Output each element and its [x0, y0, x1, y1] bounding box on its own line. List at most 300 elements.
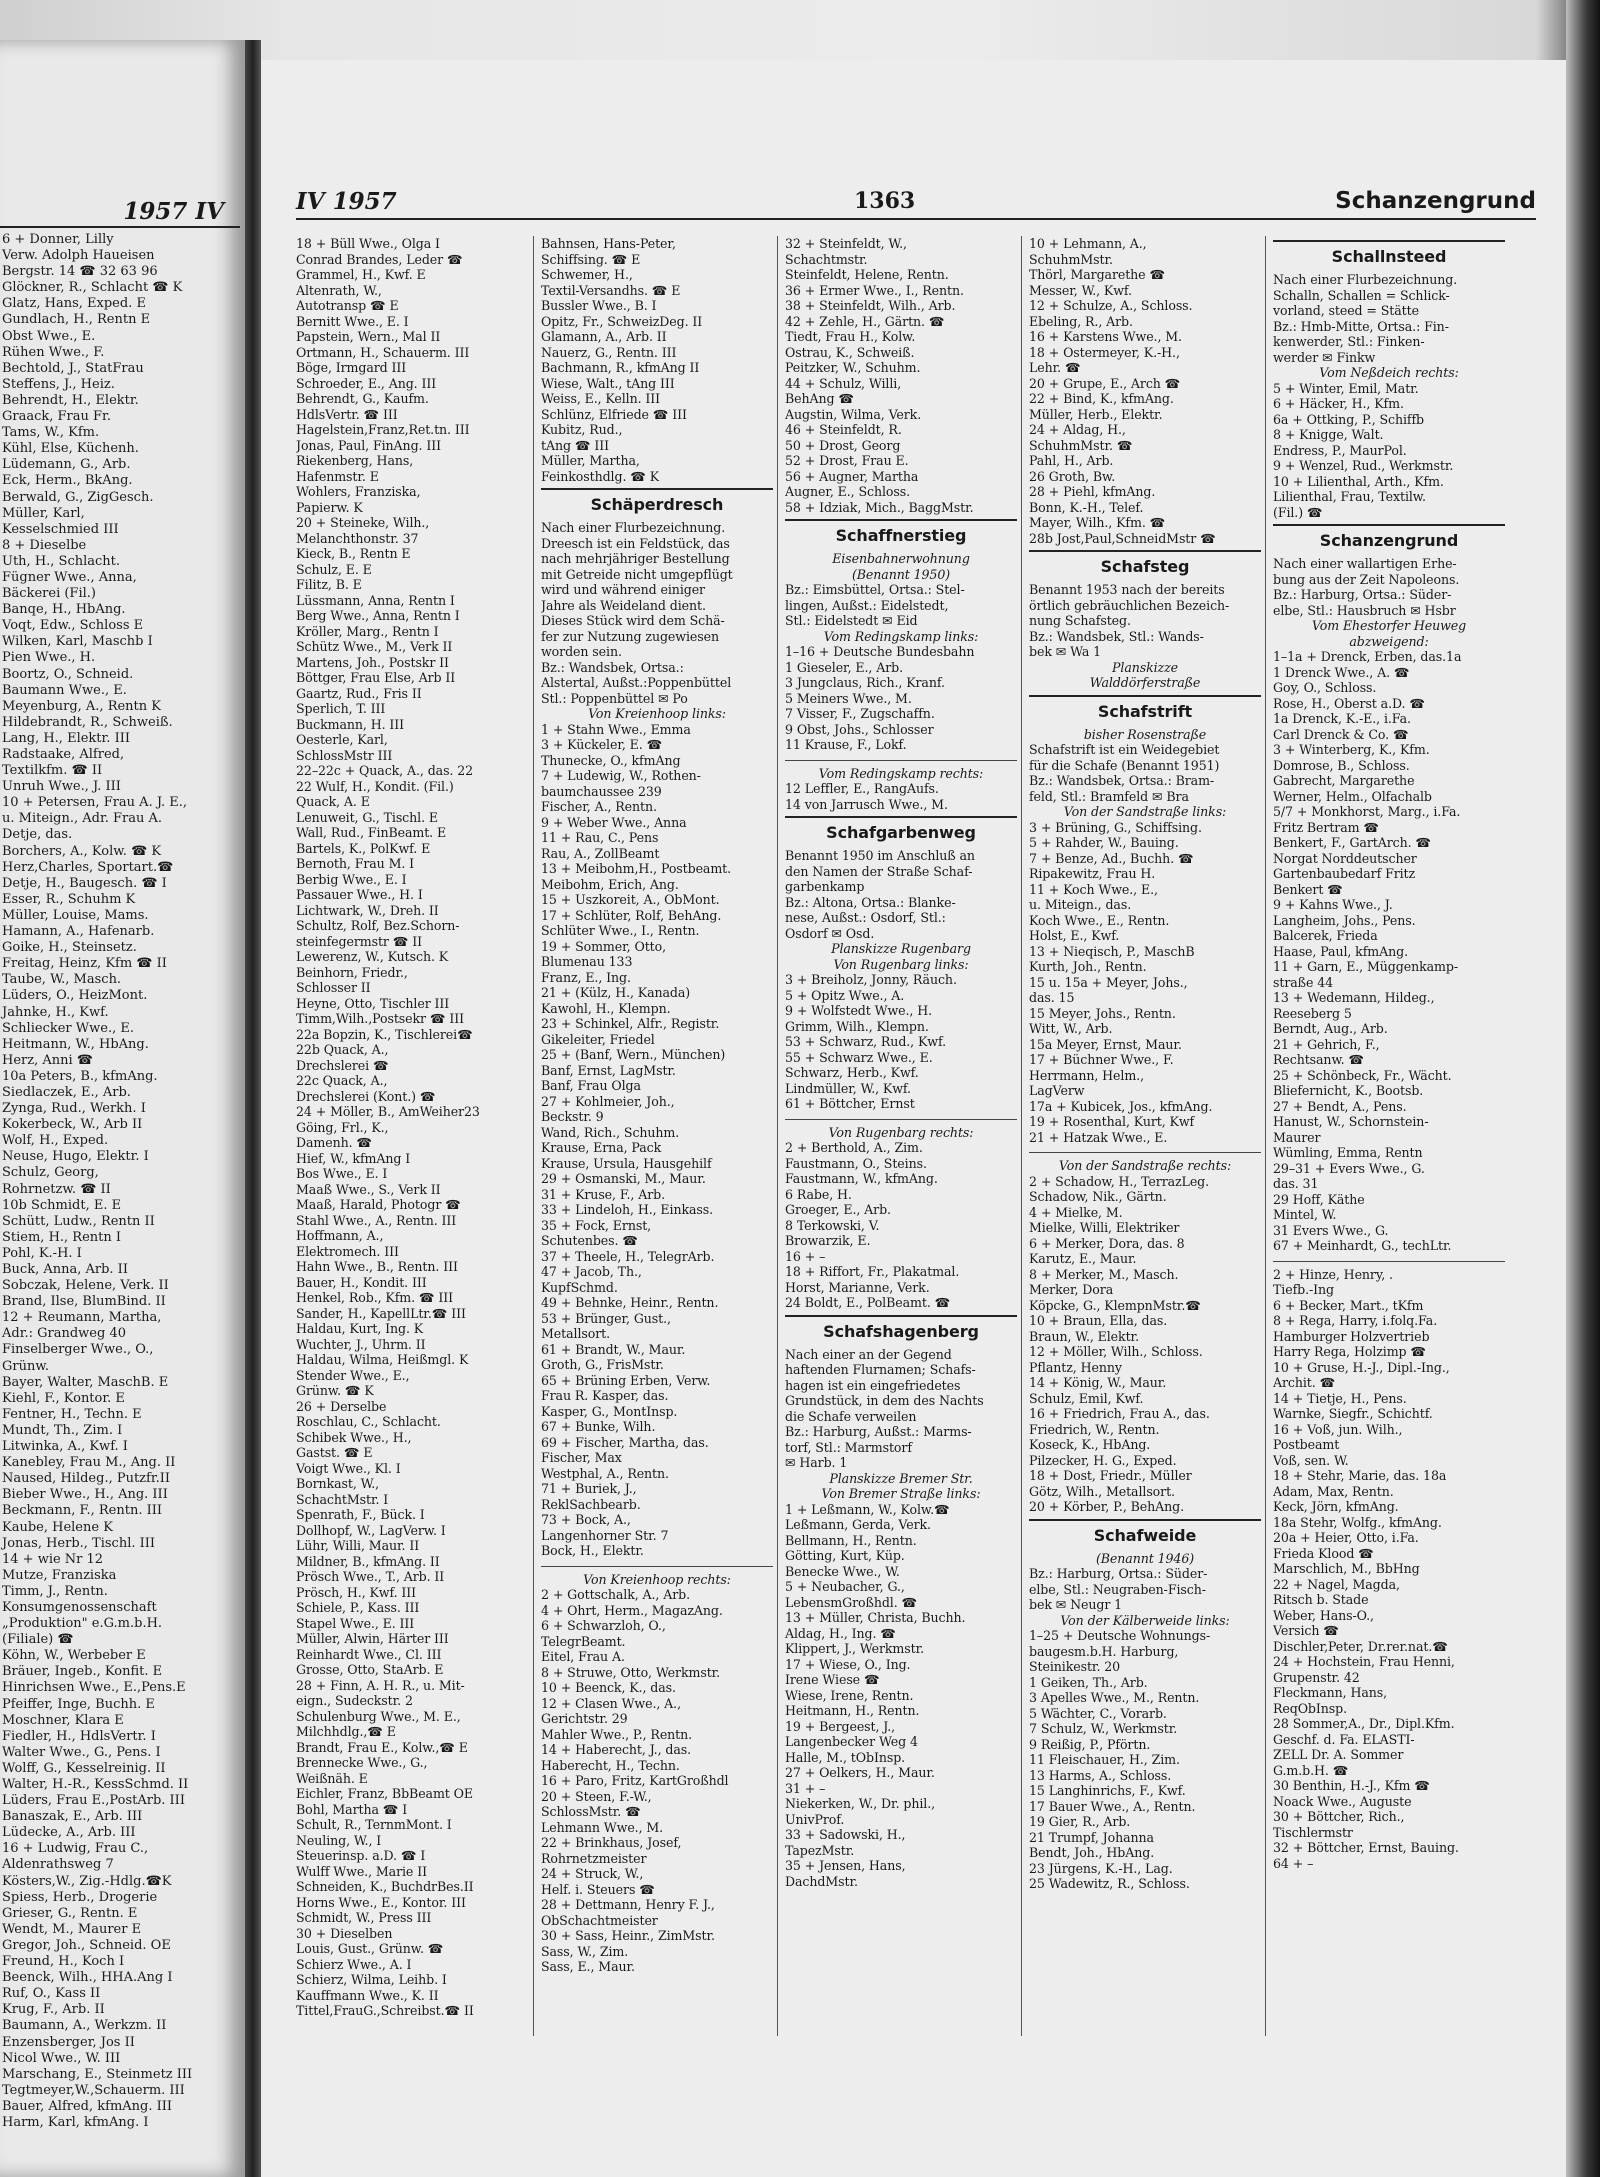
- directory-entry: Rohrnetzw. ☎ II: [2, 1181, 111, 1197]
- directory-entry: Kasper, G., MontInsp.: [541, 1403, 678, 1419]
- directory-entry: fer zur Nutzung zugewiesen: [541, 628, 719, 644]
- section-note: Von Rugenbarg links:: [833, 956, 969, 972]
- directory-entry: Goy, O., Schloss.: [1273, 680, 1377, 695]
- directory-entry: Lichtwark, W., Dreh. II: [296, 902, 439, 918]
- directory-entry: baumchaussee 239: [541, 783, 662, 799]
- section-divider: [1273, 1254, 1505, 1262]
- directory-entry: Meibohm, Erich, Ang.: [541, 876, 679, 892]
- directory-entry: 10 + Lilienthal, Arth., Kfm.: [1273, 473, 1444, 489]
- directory-entry: Krause, Ursula, Hausgehilf: [541, 1155, 712, 1171]
- directory-entry: 18 + Büll Wwe., Olga I: [296, 236, 440, 251]
- directory-entry: Weiss, E., Kelln. III: [541, 391, 661, 406]
- directory-entry: Neuling, W., I: [296, 1832, 382, 1848]
- directory-entry: 73 + Bock, A.,: [541, 1512, 631, 1527]
- directory-entry: elbe, Stl.: Hausbruch ✉ Hsbr: [1273, 602, 1456, 618]
- directory-entry: Mielke, Willi, Elektriker: [1029, 1220, 1180, 1235]
- directory-entry: Boortz, O., Schneid.: [2, 666, 134, 682]
- directory-entry: Frau R. Kasper, das.: [541, 1388, 669, 1403]
- directory-entry: 3 + Kückeler, E. ☎: [541, 737, 663, 752]
- directory-column: [1273, 236, 1505, 1871]
- directory-entry: 6a + Ottking, P., Schiffb: [1273, 411, 1424, 427]
- directory-entry: ReqObInsp.: [1273, 1700, 1347, 1716]
- directory-entry: Bornkast, W.,: [296, 1476, 380, 1491]
- directory-entry: Gaartz, Rud., Fris II: [296, 685, 422, 701]
- directory-entry: 27 + Kohlmeier, Joh.,: [541, 1093, 675, 1109]
- directory-entry: das. 15: [1029, 990, 1075, 1005]
- directory-entry: Karutz, E., Maur.: [1029, 1251, 1137, 1266]
- directory-entry: Steuerinsp. a.D. ☎ I: [296, 1848, 426, 1863]
- directory-entry: Jahnke, H., Kwf.: [2, 1004, 109, 1020]
- directory-entry: Schiffsing. ☎ E: [541, 251, 641, 267]
- directory-entry: 28b Jost,Paul,SchneidMstr ☎: [1029, 530, 1216, 546]
- directory-entry: 32 + Böttcher, Ernst, Bauing.: [1273, 1840, 1459, 1855]
- directory-entry: 28 + Finn, A. H. R., u. Mit-: [296, 1677, 465, 1693]
- directory-entry: 10 + Lehmann, A.,: [1029, 236, 1147, 251]
- directory-entry: den Namen der Straße Schaf-: [785, 863, 973, 879]
- directory-entry: Hagelstein,Franz,Ret.tn. III: [296, 422, 470, 437]
- directory-entry: Adam, Max, Rentn.: [1273, 1483, 1394, 1499]
- directory-entry: Böge, Irmgard III: [296, 360, 407, 375]
- directory-entry: Bartels, K., PolKwf. E: [296, 840, 431, 856]
- directory-entry: Heitmann, H., Rentn.: [785, 1703, 920, 1718]
- directory-entry: 7 + Ludewig, W., Rothen-: [541, 768, 701, 783]
- directory-entry: 1–16 + Deutsche Bundesbahn: [785, 644, 975, 659]
- column-divider: [1021, 236, 1022, 2036]
- directory-entry: Melanchthonstr. 37: [296, 530, 419, 546]
- directory-entry: baugesm.b.H. Harburg,: [1029, 1643, 1179, 1659]
- directory-entry: Bz.: Wandsbek, Stl.: Wands-: [1029, 628, 1204, 644]
- directory-entry: 5 + Rahder, W., Bauing.: [1029, 835, 1179, 850]
- directory-entry: Geschf. d. Fa. ELASTI-: [1273, 1731, 1415, 1747]
- directory-entry: 5 + Opitz Wwe., A.: [785, 987, 905, 1003]
- directory-entry: 3 + Winterberg, K., Kfm.: [1273, 742, 1430, 757]
- directory-entry: 6 + Schwarzloh, O.,: [541, 1618, 666, 1633]
- directory-entry: Schachtmstr.: [785, 251, 868, 267]
- directory-entry: Osdorf ✉ Osd.: [785, 925, 875, 941]
- scan-edge-shadow: [1566, 0, 1600, 2177]
- directory-entry: Friedrich, W., Rentn.: [1029, 1421, 1160, 1437]
- directory-entry: 15 Meyer, Johs., Rentn.: [1029, 1005, 1176, 1021]
- directory-entry: Jonas, Paul, FinAng. III: [296, 437, 441, 453]
- right-page: [261, 60, 1566, 2177]
- directory-entry: 1 Drenck Wwe., A. ☎: [1273, 664, 1410, 680]
- directory-entry: 17a + Kubicek, Jos., kfmAng.: [1029, 1098, 1213, 1114]
- directory-entry: Altenrath, W.,: [296, 282, 382, 298]
- directory-entry: Fleckmann, Hans,: [1273, 1685, 1388, 1700]
- directory-entry: Berndt, Aug., Arb.: [1273, 1021, 1388, 1036]
- directory-entry: Bräuer, Ingeb., Konfit. E: [2, 1664, 163, 1680]
- directory-entry: u. Miteign., Adr. Frau A.: [2, 811, 163, 827]
- directory-entry: 5/7 + Monkhorst, Marg., i.Fa.: [1273, 804, 1461, 819]
- directory-entry: 30 Benthin, H.-J., Kfm ☎: [1273, 1778, 1430, 1793]
- directory-entry: Müller, Karl,: [2, 505, 85, 521]
- section-note: Von der Sandstraße rechts:: [1058, 1158, 1232, 1173]
- directory-entry: vorland, steed = Stätte: [1273, 303, 1419, 318]
- directory-entry: Harm, Karl, kfmAng. I: [2, 2114, 149, 2130]
- directory-entry: Keck, Jörn, kfmAng.: [1273, 1499, 1399, 1514]
- directory-entry: 22 + Brinkhaus, Josef,: [541, 1835, 682, 1850]
- directory-entry: Aldenrathsweg 7: [2, 1857, 114, 1873]
- directory-entry: LebensmGroßhdl. ☎: [785, 1594, 918, 1610]
- directory-entry: Ruf, O., Kass II: [2, 1986, 101, 2002]
- directory-entry: Archit. ☎: [1273, 1375, 1336, 1390]
- directory-entry: Gabrecht, Margarethe: [1273, 773, 1415, 788]
- directory-entry: 30 + Böttcher, Rich.,: [1273, 1809, 1405, 1824]
- directory-entry: Gerichtstr. 29: [541, 1711, 628, 1726]
- directory-entry: Göing, Frl., K.,: [296, 1119, 389, 1135]
- directory-entry: Metallsort.: [541, 1326, 611, 1341]
- directory-entry: Banf, Ernst, LagMstr.: [541, 1062, 676, 1078]
- directory-entry: Bz.: Harburg, Ortsa.: Süder-: [1029, 1566, 1208, 1581]
- directory-entry: Irene Wiese ☎: [785, 1672, 880, 1687]
- directory-entry: Martens, Joh., Postskr II: [296, 654, 449, 670]
- left-page: [0, 40, 245, 2177]
- directory-entry: Weißnäh. E: [296, 1770, 368, 1786]
- directory-entry: Milchhdlg.,☎ E: [296, 1724, 396, 1739]
- directory-entry: 36 + Ermer Wwe., I., Rentn.: [785, 282, 964, 298]
- directory-column: [541, 236, 773, 1975]
- directory-entry: elbe, Stl.: Neugraben-Fisch-: [1029, 1581, 1206, 1597]
- directory-entry: ✉ Harb. 1: [785, 1455, 848, 1470]
- directory-entry: lingen, Außst.: Eidelstedt,: [785, 597, 949, 613]
- directory-entry: Drechslerei ☎: [296, 1057, 389, 1073]
- directory-entry: Benkert ☎: [1273, 881, 1343, 897]
- directory-entry: Langenhorner Str. 7: [541, 1527, 669, 1543]
- directory-entry: Mintel, W.: [1273, 1207, 1337, 1222]
- directory-entry: 53 + Schwarz, Rud., Kwf.: [785, 1034, 946, 1049]
- directory-entry: Stahl Wwe., A., Rentn. III: [296, 1212, 457, 1228]
- directory-entry: SchachtMstr. I: [296, 1491, 389, 1507]
- left-page-header: [0, 198, 240, 228]
- directory-entry: Enzensberger, Jos II: [2, 2034, 135, 2050]
- directory-entry: 14 + Tietje, H., Pens.: [1273, 1390, 1407, 1406]
- directory-entry: das. 31: [1273, 1176, 1319, 1191]
- directory-entry: Kurth, Joh., Rentn.: [1029, 959, 1147, 974]
- directory-entry: Grammel, H., Kwf. E: [296, 267, 426, 282]
- directory-entry: Bergstr. 14 ☎ 32 63 96: [2, 264, 158, 280]
- directory-entry: 13 + Meibohm,H., Postbeamt.: [541, 861, 732, 876]
- directory-entry: Freund, H., Koch I: [2, 1954, 125, 1970]
- directory-entry: 10 + Gruse, H.-J., Dipl.-Ing.,: [1273, 1359, 1450, 1375]
- directory-entry: Pflantz, Henny: [1029, 1359, 1122, 1375]
- directory-entry: Kühl, Else, Küchenh.: [2, 441, 139, 457]
- directory-entry: 26 Groth, Bw.: [1029, 468, 1116, 484]
- directory-entry: 11 Fleischauer, H., Zim.: [1029, 1752, 1180, 1767]
- directory-entry: Schafstrift ist ein Weidegebiet: [1029, 742, 1220, 757]
- directory-entry: Uth, H., Schlacht.: [2, 553, 121, 569]
- directory-entry: 28 + Dettmann, Henry F. J.,: [541, 1897, 715, 1912]
- directory-entry: Rechtsanw. ☎: [1273, 1052, 1365, 1067]
- directory-entry: Riekenberg, Hans,: [296, 453, 414, 468]
- directory-entry: Benannt 1950 im Anschluß an: [785, 848, 975, 863]
- directory-entry: Bohl, Martha ☎ I: [296, 1801, 408, 1817]
- directory-entry: 19 + Rosenthal, Kurt, Kwf: [1029, 1114, 1195, 1129]
- directory-entry: Oesterle, Karl,: [296, 732, 388, 747]
- directory-entry: Wendt, M., Maurer E: [2, 1921, 142, 1937]
- directory-entry: Louis, Gust., Grünw. ☎: [296, 1941, 444, 1956]
- directory-entry: Mutze, Franziska: [2, 1567, 117, 1583]
- directory-entry: Kieck, B., Rentn E: [296, 546, 411, 561]
- directory-entry: 22a Bopzin, K., Tischlerei☎: [296, 1026, 473, 1042]
- directory-entry: Postbeamt: [1273, 1437, 1340, 1452]
- directory-entry: Horst, Marianne, Verk.: [785, 1279, 930, 1295]
- directory-entry: Behrendt, G., Kaufm.: [296, 391, 429, 406]
- directory-entry: 28 Sommer,A., Dr., Dipl.Kfm.: [1273, 1716, 1455, 1731]
- directory-entry: 3 Apelles Wwe., M., Rentn.: [1029, 1690, 1200, 1705]
- directory-entry: Spiess, Herb., Drogerie: [2, 1889, 158, 1905]
- directory-entry: Wolff, G., Kesselreinig. II: [2, 1760, 166, 1776]
- directory-entry: Prösch, H., Kwf. III: [296, 1584, 417, 1600]
- directory-entry: 56 + Augner, Martha: [785, 468, 919, 484]
- directory-entry: Fentner, H., Techn. E: [2, 1406, 142, 1422]
- directory-entry: 3 + Brüning, G., Schiffsing.: [1029, 819, 1202, 835]
- directory-entry: 24 + Aldag, H.,: [1029, 422, 1126, 437]
- left-page-listing: [0, 232, 242, 2131]
- directory-entry: Walter Wwe., G., Pens. I: [2, 1744, 161, 1760]
- directory-entry: 8 + Knigge, Walt.: [1273, 427, 1384, 442]
- section-note: Walddörferstraße: [1089, 675, 1201, 690]
- directory-entry: 10 + Petersen, Frau A. J. E.,: [2, 795, 188, 811]
- directory-entry: Schiele, P., Kass. III: [296, 1600, 420, 1615]
- directory-entry: 4 + Ohrt, Herm., MagazAng.: [541, 1602, 723, 1618]
- directory-entry: Glatz, Hans, Exped. E: [2, 296, 146, 312]
- directory-entry: 13 + Müller, Christa, Buchh.: [785, 1610, 966, 1625]
- directory-entry: Schütz Wwe., M., Verk II: [296, 639, 453, 654]
- directory-entry: 20 + Körber, P., BehAng.: [1029, 1499, 1185, 1514]
- directory-entry: 49 + Behnke, Heinr., Rentn.: [541, 1295, 719, 1310]
- directory-entry: Balcerek, Frieda: [1273, 928, 1378, 943]
- directory-entry: tAng ☎ III: [541, 437, 609, 453]
- directory-entry: Weber, Hans-O.,: [1273, 1607, 1374, 1623]
- directory-entry: 22 Wulf, H., Kondit. (Fil.): [296, 778, 454, 794]
- directory-entry: ObSchachtmeister: [541, 1912, 658, 1928]
- directory-entry: Rau, A., ZollBeamt: [541, 845, 660, 861]
- directory-entry: 10a Peters, B., kfmAng.: [2, 1068, 158, 1084]
- directory-entry: Blumenau 133: [541, 954, 633, 969]
- directory-entry: Moschner, Klara E: [2, 1712, 124, 1728]
- directory-entry: Bechtold, J., StatFrau: [2, 360, 144, 376]
- directory-entry: 29 + Osmanski, M., Maur.: [541, 1171, 706, 1186]
- directory-entry: Passauer Wwe., H. I: [296, 887, 423, 902]
- directory-entry: 61 + Böttcher, Ernst: [785, 1096, 915, 1111]
- directory-entry: Hamann, A., Hafenarb.: [2, 924, 155, 940]
- directory-entry: Maaß, Harald, Photogr ☎: [296, 1197, 461, 1212]
- street-heading: Schäperdresch: [541, 488, 773, 517]
- directory-entry: 17 + Schlüter, Rolf, BehAng.: [541, 907, 722, 923]
- directory-entry: Brennecke Wwe., G.,: [296, 1755, 428, 1770]
- directory-column: [785, 236, 1017, 1889]
- directory-entry: Gundlach, H., Rentn E: [2, 312, 151, 328]
- directory-entry: Schulz, Georg,: [2, 1165, 99, 1181]
- directory-entry: Konsumgenossenschaft: [2, 1599, 157, 1615]
- directory-entry: Augner, E., Schloss.: [785, 484, 911, 499]
- directory-entry: 11 Krause, F., Lokf.: [785, 737, 907, 752]
- directory-entry: 27 + Oelkers, H., Maur.: [785, 1765, 935, 1780]
- directory-entry: Kubitz, Rud.,: [541, 422, 623, 437]
- directory-entry: Grosse, Otto, StaArb. E: [296, 1662, 444, 1677]
- directory-entry: 22 + Nagel, Magda,: [1273, 1576, 1400, 1592]
- directory-entry: Voigt Wwe., Kl. I: [296, 1460, 401, 1476]
- directory-entry: Bz.: Harburg, Außst.: Marms-: [785, 1424, 972, 1439]
- directory-entry: Benkert, F., GartArch. ☎: [1273, 835, 1431, 850]
- directory-entry: Grünw. ☎ K: [296, 1383, 374, 1398]
- directory-entry: Baumann Wwe., E.: [2, 682, 127, 698]
- directory-entry: worden sein.: [541, 644, 622, 659]
- directory-entry: 19 + Bergeest, J.,: [785, 1718, 896, 1734]
- directory-entry: Jonas, Herb., Tischl. III: [2, 1535, 156, 1551]
- directory-entry: 10 + Braun, Ella, das.: [1029, 1313, 1168, 1328]
- directory-entry: Lehmann Wwe., M.: [541, 1819, 664, 1835]
- directory-entry: 5 Meiners Wwe., M.: [785, 690, 912, 706]
- directory-entry: Haberecht, H., Techn.: [541, 1757, 680, 1773]
- directory-entry: 16 + Friedrich, Frau A., das.: [1029, 1406, 1210, 1421]
- directory-entry: 21 + Gehrich, F.,: [1273, 1036, 1380, 1052]
- directory-entry: 52 + Drost, Frau E.: [785, 453, 909, 468]
- directory-entry: Bz.: Wandsbek, Ortsa.:: [541, 659, 684, 675]
- directory-entry: Mayer, Wilh., Kfm. ☎: [1029, 515, 1166, 530]
- directory-entry: 16 + Karstens Wwe., M.: [1029, 329, 1182, 344]
- directory-entry: Schalln, Schallen = Schlick-: [1273, 287, 1450, 303]
- directory-entry: Berg Wwe., Anna, Rentn I: [296, 608, 460, 623]
- directory-entry: Krause, Erna, Pack: [541, 1140, 662, 1155]
- directory-entry: Banf, Frau Olga: [541, 1078, 641, 1093]
- directory-entry: Goike, H., Steinsetz.: [2, 940, 137, 956]
- directory-entry: Bauer, Alfred, kfmAng. III: [2, 2098, 173, 2114]
- directory-entry: 9 Obst, Johs., Schlosser: [785, 721, 934, 737]
- section-note: Vom Ehestorfer Heuweg: [1311, 618, 1467, 633]
- section-note: Eisenbahnerwohnung: [832, 551, 970, 566]
- directory-entry: 2 + Gottschalk, A., Arb.: [541, 1587, 691, 1602]
- directory-entry: 2 + Schadow, H., TerrazLeg.: [1029, 1173, 1210, 1189]
- directory-entry: Tegtmeyer,W.,Schauerm. III: [2, 2082, 185, 2098]
- section-note: Von Bremer Straße links:: [821, 1486, 981, 1501]
- directory-entry: Dollhopf, W., LagVerw. I: [296, 1522, 446, 1538]
- directory-entry: Banaszak, E., Arb. III: [2, 1809, 143, 1825]
- section-divider: [785, 753, 1017, 761]
- directory-entry: Witt, W., Arb.: [1029, 1021, 1113, 1036]
- directory-entry: Schmidt, W., Press III: [296, 1910, 432, 1925]
- section-divider: [541, 1559, 773, 1567]
- directory-entry: Elektromech. III: [296, 1243, 399, 1259]
- directory-entry: Groeger, E., Arb.: [785, 1202, 891, 1217]
- directory-entry: Wiese, Walt., tAng III: [541, 375, 675, 391]
- column-divider: [1265, 236, 1266, 2036]
- directory-entry: 3 Jungclaus, Rich., Kranf.: [785, 675, 945, 690]
- directory-entry: Heitmann, W., HbAng.: [2, 1036, 149, 1052]
- directory-entry: Eck, Herm., BkAng.: [2, 473, 133, 489]
- directory-entry: 69 + Fischer, Martha, das.: [541, 1434, 709, 1450]
- directory-entry: Wolf, H., Exped.: [2, 1133, 109, 1149]
- section-note: Vom Neßdeich rechts:: [1319, 365, 1459, 380]
- directory-entry: 19 + Sommer, Otto,: [541, 938, 667, 954]
- directory-entry: 14 + König, W., Maur.: [1029, 1375, 1167, 1390]
- directory-entry: Aldag, H., Ing. ☎: [785, 1625, 896, 1641]
- directory-entry: SchlossMstr. ☎: [541, 1804, 641, 1819]
- directory-entry: Hinrichsen Wwe., E.,Pens.E: [2, 1680, 186, 1696]
- section-divider: [1029, 1145, 1261, 1153]
- directory-entry: 67 + Bunke, Wilh.: [541, 1419, 656, 1434]
- section-note: Von Rugenbarg rechts:: [828, 1124, 974, 1140]
- directory-entry: Müller, Alwin, Härter III: [296, 1631, 449, 1646]
- directory-entry: Bz.: Harburg, Ortsa.: Süder-: [1273, 587, 1452, 602]
- directory-entry: 29 Hoff, Käthe: [1273, 1191, 1365, 1207]
- directory-entry: Lindmüller, W., Kwf.: [785, 1080, 911, 1096]
- directory-entry: Pien Wwe., H.: [2, 650, 96, 666]
- directory-entry: 5 + Winter, Emil, Matr.: [1273, 380, 1419, 396]
- directory-entry: 37 + Theele, H., TelegrArb.: [541, 1248, 715, 1264]
- directory-entry: Kaube, Helene K: [2, 1519, 113, 1535]
- directory-entry: Bussler Wwe., B. I: [541, 298, 657, 313]
- directory-entry: Thörl, Margarethe ☎: [1029, 267, 1166, 282]
- directory-entry: Schwemer, H.,: [541, 267, 633, 282]
- directory-entry: Graack, Frau Fr.: [2, 409, 111, 425]
- directory-entry: 17 + Wiese, O., Ing.: [785, 1656, 911, 1672]
- directory-entry: Sander, H., KapellLtr.☎ III: [296, 1305, 466, 1321]
- directory-entry: 9 Reißig, P., Pförtn.: [1029, 1736, 1151, 1752]
- section-note: Vom Redingskamp rechts:: [818, 765, 984, 781]
- directory-entry: Bäckerei (Fil.): [2, 586, 96, 602]
- directory-entry: 1–25 + Deutsche Wohnungs-: [1029, 1628, 1211, 1643]
- running-head-street: Schanzengrund: [1335, 188, 1536, 214]
- directory-entry: Müller, Louise, Mams.: [2, 907, 149, 923]
- directory-entry: 22b Quack, A.,: [296, 1042, 389, 1057]
- directory-entry: Papierw. K: [296, 499, 363, 515]
- directory-entry: Textil-Versandhs. ☎ E: [541, 282, 681, 298]
- directory-entry: Dieses Stück wird dem Schä-: [541, 613, 725, 628]
- directory-entry: Wand, Rich., Schuhm.: [541, 1124, 680, 1140]
- directory-entry: Noack Wwe., Auguste: [1273, 1793, 1412, 1809]
- directory-entry: Schierz, Wilma, Leihb. I: [296, 1972, 447, 1987]
- street-heading: Schafsteg: [1029, 550, 1261, 579]
- directory-entry: Augstin, Wilma, Verk.: [785, 406, 922, 422]
- directory-entry: Tams, W., Kfm.: [2, 425, 100, 441]
- directory-entry: 9 + Wenzel, Rud., Werkmstr.: [1273, 458, 1454, 473]
- directory-entry: ZELL Dr. A. Sommer: [1273, 1747, 1404, 1762]
- directory-entry: 1–1a + Drenck, Erben, das.1a: [1273, 649, 1462, 664]
- directory-entry: Voß, sen. W.: [1273, 1452, 1349, 1468]
- directory-entry: Klippert, J., Werkmstr.: [785, 1641, 925, 1656]
- directory-entry: Frieda Klood ☎: [1273, 1545, 1374, 1561]
- directory-entry: Norgat Norddeutscher: [1273, 850, 1417, 866]
- directory-entry: Peitzker, W., Schuhm.: [785, 360, 921, 375]
- directory-entry: 24 + Hochstein, Frau Henni,: [1273, 1654, 1455, 1669]
- directory-entry: 64 + –: [1273, 1855, 1314, 1871]
- directory-entry: Mahler Wwe., P., Rentn.: [541, 1726, 693, 1742]
- directory-entry: Marschlich, M., BbHng: [1273, 1561, 1420, 1576]
- directory-entry: Gartenbaubedarf Fritz: [1273, 866, 1416, 881]
- directory-entry: Schliecker Wwe., E.: [2, 1020, 134, 1036]
- directory-entry: 8 Terkowski, V.: [785, 1217, 880, 1233]
- directory-entry: Kanebley, Frau M., Ang. II: [2, 1455, 176, 1471]
- street-heading: Schanzengrund: [1273, 524, 1505, 553]
- directory-entry: 19 Gier, R., Arb.: [1029, 1814, 1131, 1829]
- directory-entry: straße 44: [1273, 974, 1334, 990]
- directory-entry: Benannt 1953 nach der bereits: [1029, 582, 1225, 597]
- directory-entry: feld, Stl.: Bramfeld ✉ Bra: [1029, 788, 1189, 804]
- directory-entry: Westphal, A., Rentn.: [541, 1465, 669, 1481]
- directory-entry: Grupenstr. 42: [1273, 1669, 1360, 1685]
- directory-entry: Fischer, A., Rentn.: [541, 799, 657, 814]
- directory-entry: 20 + Steineke, Wilh.,: [296, 515, 430, 530]
- directory-entry: Timm,Wilh.,Postsekr ☎ III: [296, 1011, 464, 1026]
- directory-entry: 6 + Merker, Dora, das. 8: [1029, 1235, 1185, 1251]
- directory-entry: SchuhmMstr.: [1029, 251, 1113, 267]
- directory-entry: Naused, Hildeg., Putzfr.II: [2, 1471, 171, 1487]
- section-note: Vom Redingskamp links:: [823, 628, 979, 644]
- directory-entry: Litwinka, A., Kwf. I: [2, 1439, 128, 1455]
- street-heading: Schafgarbenweg: [785, 816, 1017, 845]
- directory-entry: 12 + Clasen Wwe., A.,: [541, 1695, 681, 1711]
